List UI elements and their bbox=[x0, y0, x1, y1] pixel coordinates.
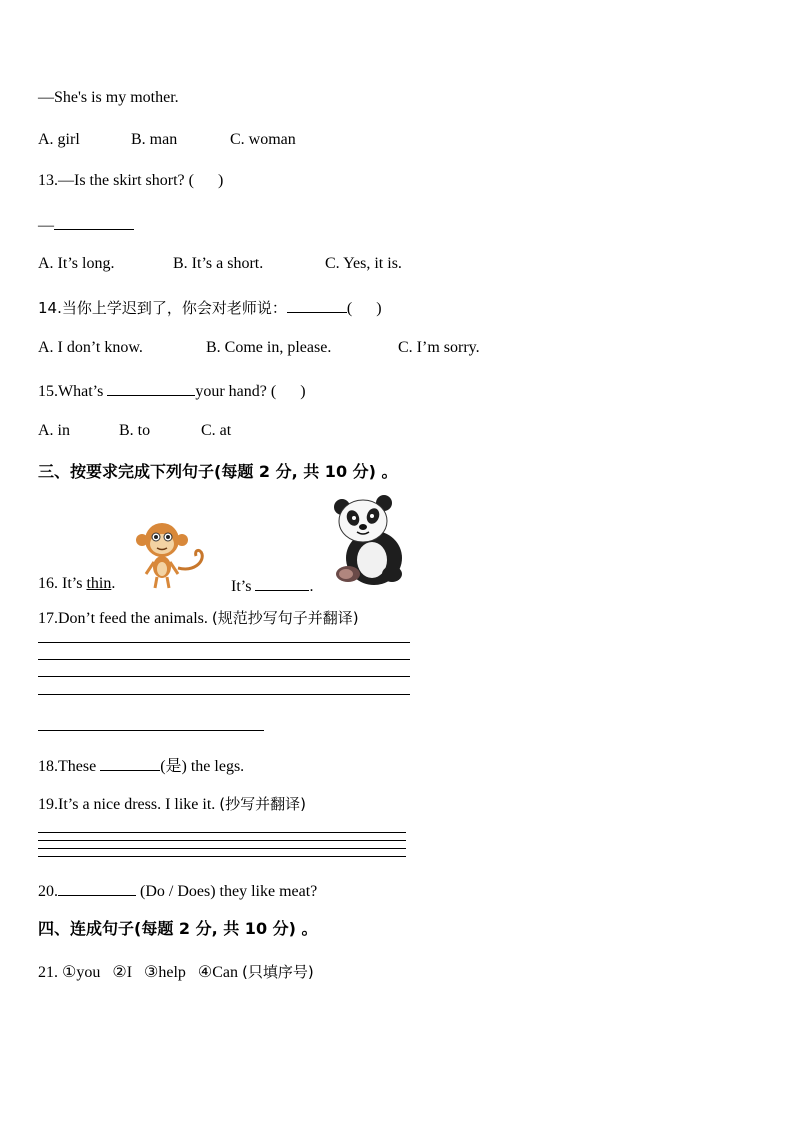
q17-question: 17.Don’t feed the animals. (规范抄写句子并翻译) bbox=[38, 609, 359, 627]
monkey-image bbox=[134, 522, 212, 590]
q12-option-c: C. woman bbox=[230, 131, 296, 148]
q16-second: It’s . bbox=[231, 574, 313, 597]
q15-option-c: C. at bbox=[201, 422, 232, 439]
q13-option-c: C. Yes, it is. bbox=[325, 255, 402, 272]
writing-line[interactable] bbox=[38, 856, 406, 857]
q14-option-c: C. I’m sorry. bbox=[398, 339, 480, 356]
q12-option-b: B. man bbox=[131, 131, 178, 148]
writing-line[interactable] bbox=[38, 832, 406, 833]
q13-option-a: A. It’s long. bbox=[38, 255, 115, 272]
q14-option-a: A. I don’t know. bbox=[38, 339, 143, 356]
writing-line[interactable] bbox=[38, 659, 410, 660]
q12-option-a: A. girl bbox=[38, 131, 80, 148]
q15-blank[interactable] bbox=[107, 379, 195, 396]
writing-line[interactable] bbox=[38, 848, 406, 849]
writing-line[interactable] bbox=[38, 694, 410, 695]
q14-blank[interactable] bbox=[287, 296, 347, 313]
q20-blank[interactable] bbox=[58, 879, 136, 896]
q20-question: 20. (Do / Does) they like meat? bbox=[38, 879, 317, 902]
q15-option-a: A. in bbox=[38, 422, 70, 439]
q16-blank[interactable] bbox=[255, 574, 309, 591]
q14-question: 14.当你上学迟到了，你会对老师说： ( ) bbox=[38, 296, 382, 319]
panda-image bbox=[328, 494, 408, 588]
writing-line[interactable] bbox=[38, 642, 410, 643]
q12-reply: —She's is my mother. bbox=[38, 89, 179, 106]
section-4-heading: 四、连成句子(每题 2 分, 共 10 分) 。 bbox=[38, 919, 318, 938]
q15-question: 15.What’s your hand? ( ) bbox=[38, 379, 306, 402]
translation-line[interactable] bbox=[38, 730, 264, 731]
q14-option-b: B. Come in, please. bbox=[206, 339, 332, 356]
section-3-heading: 三、按要求完成下列句子(每题 2 分, 共 10 分) 。 bbox=[38, 462, 398, 481]
q15-option-b: B. to bbox=[119, 422, 151, 439]
q18-question: 18.These (是) the legs. bbox=[38, 754, 244, 777]
q13-answer-line[interactable]: — bbox=[38, 213, 134, 236]
writing-line[interactable] bbox=[38, 676, 410, 677]
q16-first: 16. It’s thin. bbox=[38, 575, 116, 592]
writing-line[interactable] bbox=[38, 840, 406, 841]
q13-question: 13.—Is the skirt short? ( ) bbox=[38, 172, 224, 189]
q13-option-b: B. It’s a short. bbox=[173, 255, 264, 272]
q19-question: 19.It’s a nice dress. I like it. (抄写并翻译) bbox=[38, 795, 307, 813]
q21-question: 21. ①you ②I ③help ④Can (只填序号) bbox=[38, 963, 314, 981]
q18-blank[interactable] bbox=[100, 754, 160, 771]
